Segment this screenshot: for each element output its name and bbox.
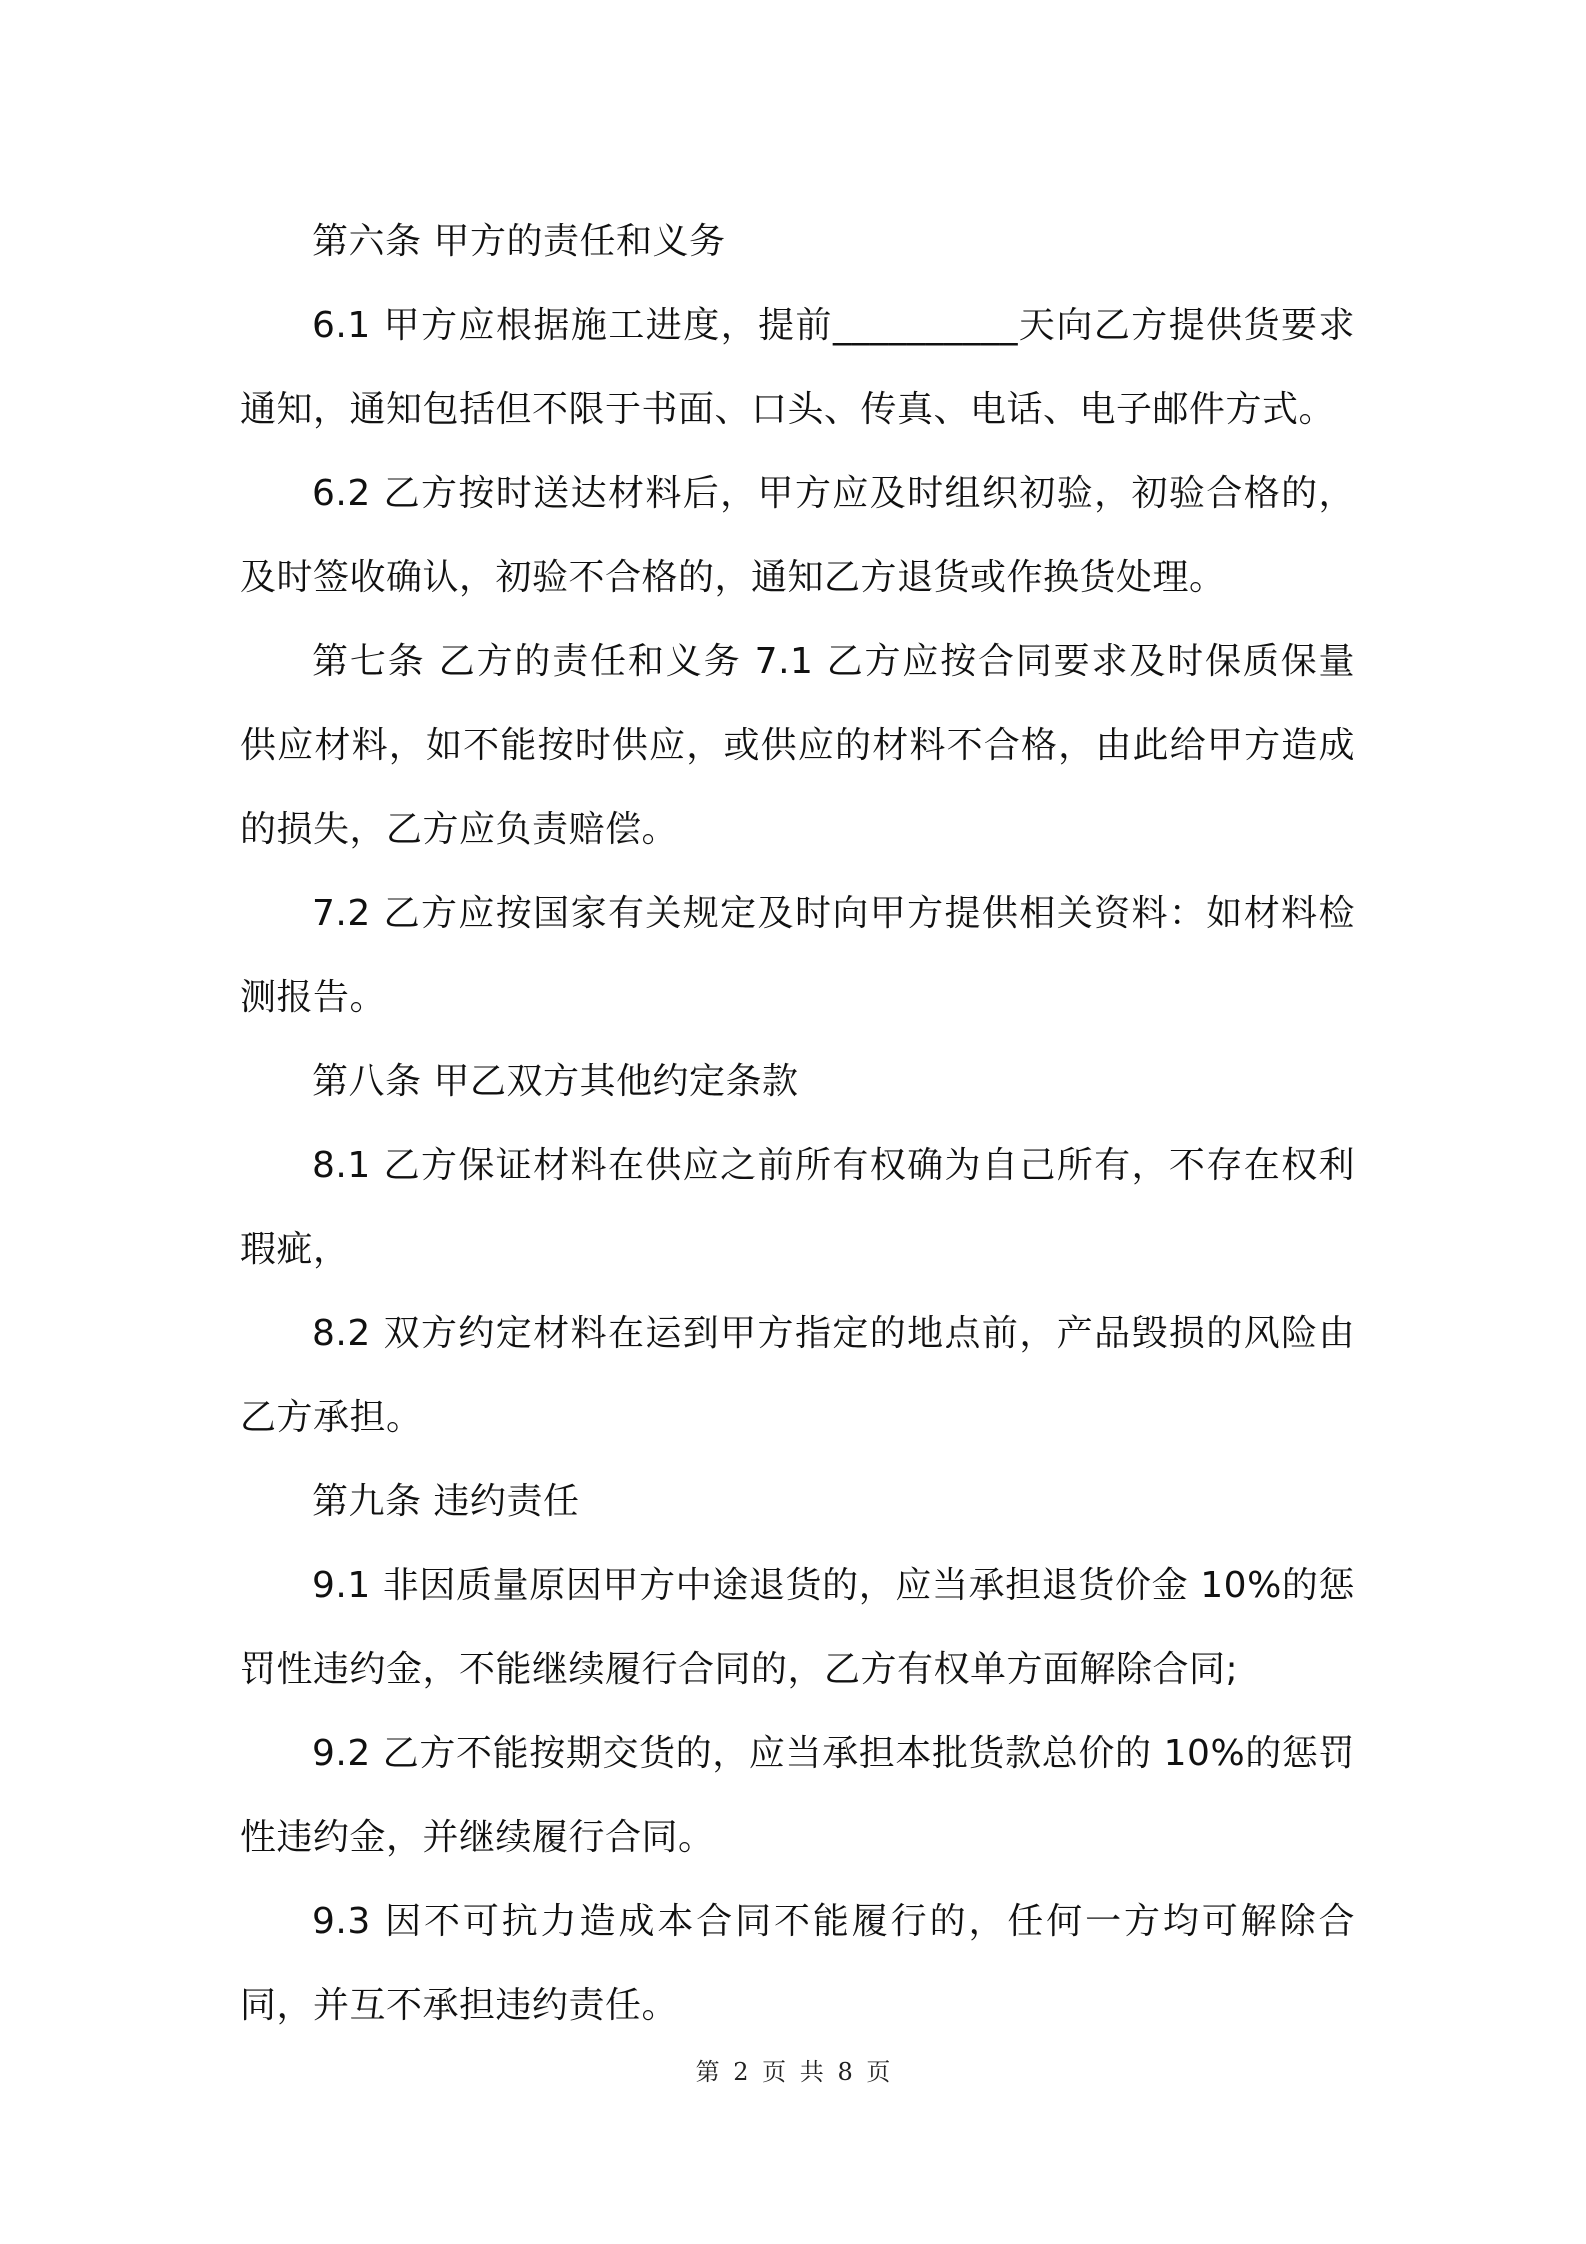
clause-6-2: 6.2 乙方按时送达材料后，甲方应及时组织初验，初验合格的，及时签收确认，初验不合格的，通知乙方退货或作换货处理。 [240,473,1355,598]
article-6-heading: 第六条 甲方的责任和义务 [312,221,726,262]
page-number-footer: 第 2 页 共 8 页 [695,2058,891,2086]
clause-6-1: 6.1 甲方应根据施工进度，提前__________天向乙方提供货要求通知，通知包括但不限于书面、口头、传真、电话、电子邮件方式。 [240,305,1355,430]
clause-9-3: 9.3 因不可抗力造成本合同不能履行的，任何一方均可解除合同，并互不承担违约责任。 [240,1901,1355,2026]
article-7-clause-7-1: 第七条 乙方的责任和义务 7.1 乙方应按合同要求及时保质保量供应材料，如不能按时供应，或供应的材料不合格，由此给甲方造成的损失，乙方应负责赔偿。 [240,641,1355,850]
clause-9-2: 9.2 乙方不能按期交货的，应当承担本批货款总价的 10%的惩罚性违约金，并继续履行合同。 [240,1733,1355,1858]
article-8-heading: 第八条 甲乙双方其他约定条款 [312,1061,799,1102]
article-9-heading: 第九条 违约责任 [312,1481,580,1522]
clause-9-1: 9.1 非因质量原因甲方中途退货的，应当承担退货价金 10%的惩罚性违约金，不能继续履行合同的，乙方有权单方面解除合同; [240,1565,1355,1690]
document-body [240,200,1355,2048]
clause-8-1: 8.1 乙方保证材料在供应之前所有权确为自己所有，不存在权利瑕疵， [240,1145,1355,1270]
clause-7-2: 7.2 乙方应按国家有关规定及时向甲方提供相关资料：如材料检测报告。 [240,893,1355,1018]
clause-8-2: 8.2 双方约定材料在运到甲方指定的地点前，产品毁损的风险由乙方承担。 [240,1313,1355,1438]
